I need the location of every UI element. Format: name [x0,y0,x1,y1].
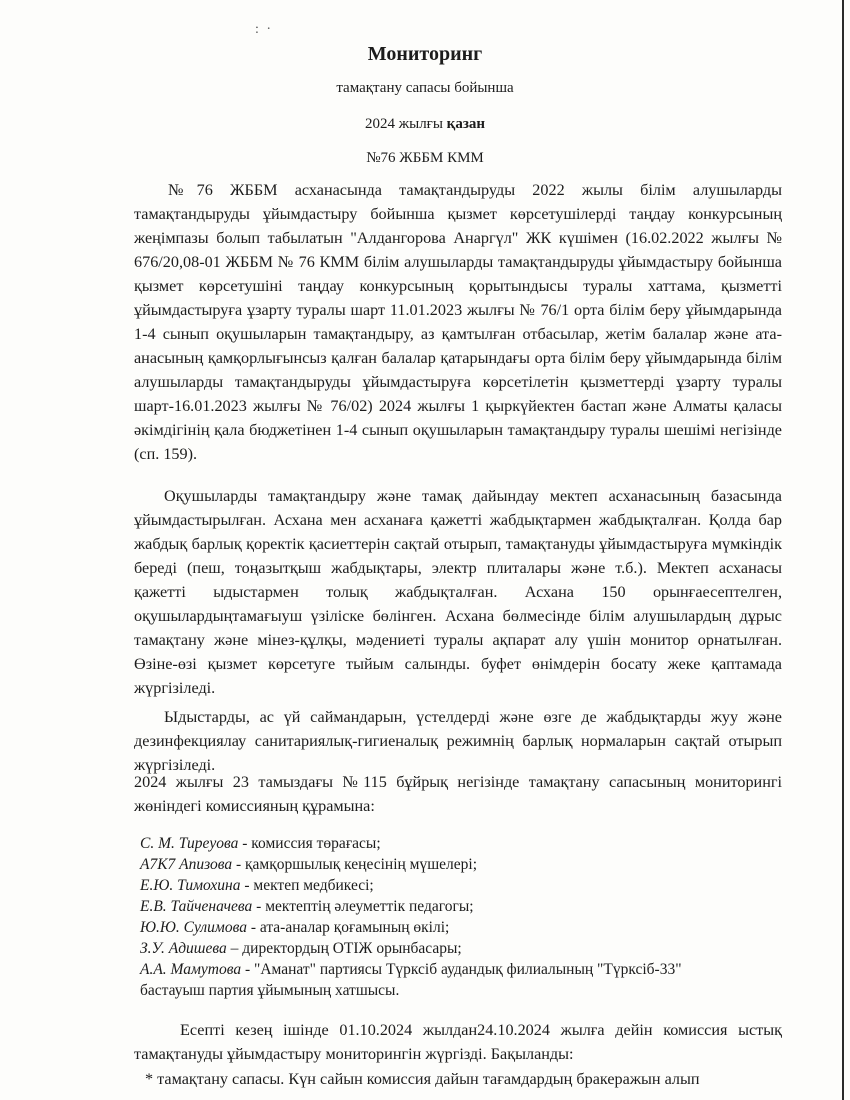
member-name: Е.В. Тайченачева [140,898,253,915]
member-line [140,875,800,896]
document-subtitle: тамақтану сапасы бойынша [336,80,514,96]
paragraph-commission-intro: 2024 жылғы 23 тамыздағы №115 бұйрық негізінде тамақтану сапасының мониторингі жөніндегі комиссияның құрамына: [134,773,782,815]
document-organization: №76 ЖББМ КММ [366,150,484,166]
member-role: - мектеп медбикесі; [240,877,374,894]
member-line [140,854,800,875]
member-role: – директордың ОТІЖ орынбасары; [226,940,462,957]
member-name: А.А. Мамутова [140,961,242,978]
paragraph-dish-washing: Ыдыстарды, ас үй саймандарын, үстелдерді және өзге де жабдықтарды жуу және дезинфекциялау санитариялық-гигиеналық режимнің барлық нормаларын сақтай отырып жүргізіледі. [134,708,782,774]
document-title: Мониторинг [367,43,483,65]
member-line [140,833,800,854]
member-line [140,896,800,917]
member-name: З.У. Адишева [140,940,227,957]
member-role: - "Аманат" партиясы Түрксіб аудандық филиалының "Түрксіб-33" [241,961,682,978]
member-name: С. М. Тиреуова [140,835,239,852]
member-role: - комиссия төрағасы; [238,835,381,852]
member-name: Е.Ю. Тимохина [140,877,241,894]
member-line [140,959,800,980]
member-line [140,938,800,959]
member-name: Ю.Ю. Сулимова [140,919,247,936]
paragraph-food-quality-item: * тамақтану сапасы. Күн сайын комиссия дайын тағамдардың бракеражын алып [145,1070,700,1088]
scan-speck: : · [255,22,274,37]
member-line [140,917,800,938]
member-name: А7К7 Апизова [140,856,233,873]
paragraph-catering-contract: №76 ЖББМ асханасында тамақтандыруды 2022 жылы білім алушыларды тамақтандыруды ұйымдастыру бойынша қызмет көрсетушілерді таңдау конкурсының жеңімпазы болып табылатын "Алдангорова Анаргүл" ЖК күшімен (16.02.2022 жылғы № 676/20,08-01 ЖББМ № 76 КММ білім алушыларды тамақтандыруды ұйымдастыру бойынша қызмет көрсетушіні таңдау конкурсының қорытындысы туралы хаттама, қызметті ұйымдастыруға ұзарту туралы шарт 11.01.2023 жылғы № 76/1 орта білім беру ұйымдарында 1-4 сынып оқушыларын тамақтандыру, аз қамтылған отбасылар, жетім балалар және ата-анасының қамқорлығынсыз қалған балалар қатарындағы орта білім беру ұйымдарында білім алушыларды тамақтандыруды ұйымдастыруға көрсетілетін қызметтерді ұзарту туралы шарт-16.01.2023 жылғы № 76/02) 2024 жылғы 1 қыркүйектен бастап және Алматы қаласы әкімдігінің қала бюджетінен 1-4 сынып оқушыларын тамақтандыру туралы шешімі негізінде (сп. 159). [134,181,782,463]
document-date [0,116,850,133]
commission-members-list [140,833,800,1001]
member-role: - қамқоршылық кеңесінің мүшелері; [232,856,478,873]
member-role: - ата-аналар қоғамының өкілі; [246,919,450,936]
date-month: қазан [446,116,485,132]
member-line-continuation: бастауыш партия ұйымының хатшысы. [140,982,400,999]
paragraph-monitoring-period: Есепті кезең ішінде 01.10.2024 жылдан24.10.2024 жылға дейін комиссия ыстық тамақтануды ұйымдастыру мониторингін жүргізді. Бақыланды: [134,1021,782,1063]
paragraph-canteen-equipment: Оқушыларды тамақтандыру және тамақ дайындау мектеп асханасының базасында ұйымдастырылған. Асхана мен асханаға қажетті жабдықтармен жабдықталған. Қолда бар жабдық барлық қоректік қасиеттерін сақтай отырып, тамақтануды ұйымдастыруға мүмкіндік береді (пеш, тоңазытқыш жабдықтары, электр плиталары және т.б.). Мектеп асханасы қажетті ыдыстармен толық жабдықталған. Асхана 150 орынғаесептелген, оқушылардыңтамағыуш үзіліске бөлінген. Асхана бөлмесінде білім алушылардың дұрыс тамақтану және мінез-құлқы, мәдениеті туралы ақпарат алу үшін монитор орнатылған. Өзіне-өзі қызмет көрсетуге тыйым салынды. буфет өнімдерін босату жеке қаптамада жүргізіледі. [134,487,782,697]
member-role: - мектептің әлеуметтік педагогы; [252,898,474,915]
date-prefix: 2024 жылғы [365,116,447,132]
